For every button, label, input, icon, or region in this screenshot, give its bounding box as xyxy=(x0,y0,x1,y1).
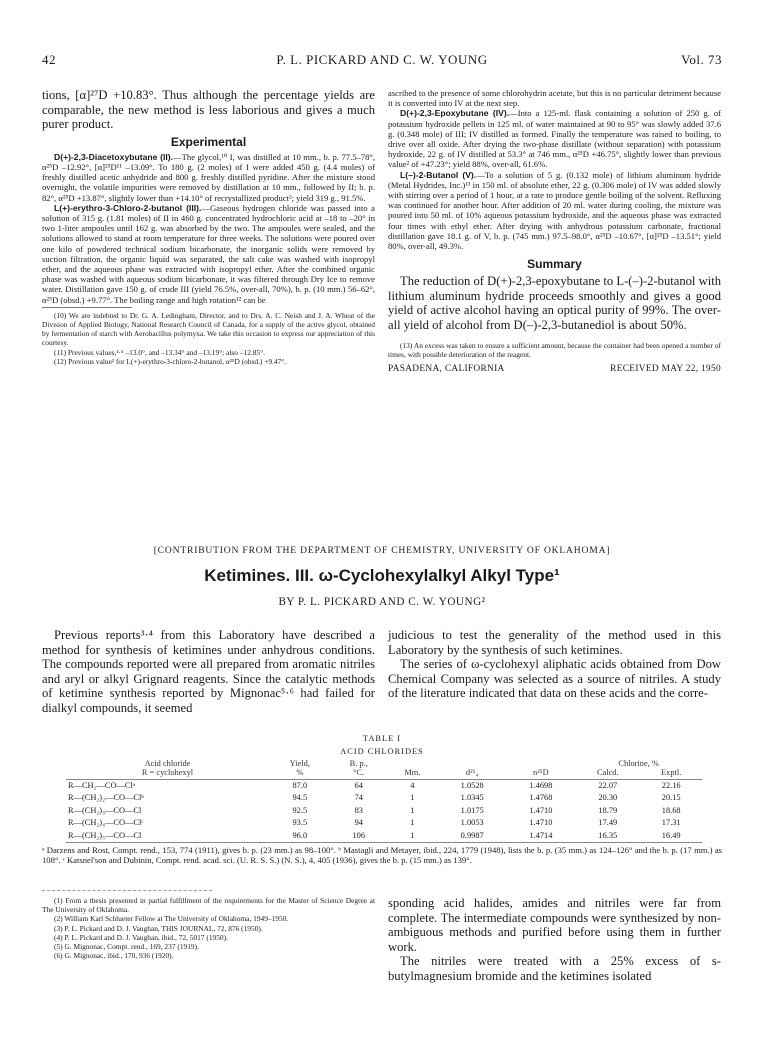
diacetoxybutane-heading: D(+)-2,3-Diacetoxybutane (II). xyxy=(54,151,174,162)
bottom-footnotes xyxy=(42,896,375,960)
running-head xyxy=(42,52,722,72)
intro-right-text: judicious to test the generality of the method used in this Laboratory by the synthesis of such ketimines. xyxy=(388,628,721,657)
table-row: R—(CH₂)₅—CO—Cl 96.0 106 1 0.9987 1.4714 16.35 16.49 xyxy=(66,830,702,843)
footnote-6: (6) G. Mignonac, ibid., 170, 936 (1920). xyxy=(54,951,174,961)
footnote-2: (2) William Karl Schlueter Fellow at The University of Oklahoma, 1949–1950. xyxy=(54,914,289,924)
footnote-separator xyxy=(42,890,212,891)
epoxybutane-text: —Into a 125-ml. flask containing a solution of 250 g. of potassium hydroxide pellets in 125 ml. of water maintained at 90 to 95° was slowly added 37.6 g. (0.348 mole) of III; IV distilled as formed. Finally the temperature was raised to boiling, to drive over all oxide. After drying the two-phase distillate (without separation) with potassium hydroxide, 22 g. of IV distilled at 53.3° at 746 mm., α²⁵D +46.75°, slightly lower than previous value² of +47.23°; yield 88%, over-all, 61.6%. xyxy=(388,108,721,170)
chlorobutanol-heading: L(+)-erythro-3-Chloro-2-butanol (III). xyxy=(54,202,202,213)
bottom-right-text xyxy=(388,896,721,984)
signature-line xyxy=(388,364,721,374)
footnote-3: (3) P. L. Pickard and D. J. Vaughan, THIS JOURNAL, 72, 876 (1950). xyxy=(54,923,263,933)
table-row: R—(CH₂)₂—CO—Clᵇ 94.5 74 1 1.0345 1.4768 20.30 20.15 xyxy=(68,793,681,803)
col-refractive-index: n²⁵D xyxy=(507,768,576,780)
running-head-authors: P. L. PICKARD AND C. W. YOUNG xyxy=(276,52,488,67)
footnote-12: (12) Previous value² for L(+)-erythro-3-chloro-2-butanol, α²⁵D (obsd.) +9.47°. xyxy=(54,356,287,366)
footnote-4: (4) P. L. Pickard and D. J. Vaughan, ibid., 72, 5017 (1950). xyxy=(54,932,228,942)
table-notes: ᵃ Darzens and Rost, Compt. rend., 153, 774 (1911), gives b. p. (23 mm.) as 98–100°. ᵇ Mastagli and Metayer, ibid., 224, 1779 (1948), lists the b. p. (35 mm.) as 124–126° and the b. p. (17 mm.) as 108°. ᶜ Katsnel'son and Dubinin, Compt. rend. acad. sci. (U. R. S. S.) (N. S.), 4, 405 (1936), gives the b. p. (15 mm.) as 139°. xyxy=(42,845,722,866)
table-row: R—CH₂—CO—Clᵃ 87.0 64 4 1.0528 1.4698 22.07 22.16 xyxy=(68,781,681,790)
col-yield: Yield, xyxy=(289,759,310,768)
intro-right-text-2: The series of ω-cyclohexyl aliphatic acids obtained from Dow Chemical Company was selected as a source of nitriles. A study of the literature indicated that data on these acids and the corre- xyxy=(388,657,721,701)
diacetoxybutane-paragraph xyxy=(42,152,375,203)
acid-chlorides-table xyxy=(66,759,702,843)
col-bp-sub: °C. xyxy=(331,768,387,780)
chlorobutanol-paragraph xyxy=(42,203,375,305)
table-row: R—(CH₂)₃—CO—Cl 92.5 83 1 1.0175 1.4710 18.79 18.68 xyxy=(68,805,681,815)
intro-left xyxy=(42,628,375,716)
butanol-paragraph xyxy=(388,170,721,252)
contribution-line: [CONTRIBUTION FROM THE DEPARTMENT OF CHEMISTRY, UNIVERSITY OF OKLAHOMA] xyxy=(153,545,611,556)
butanol-text: —To a solution of 5 g. (0.132 mole) of lithium aluminum hydride (Metal Hydrides, Inc.)¹³ in 150 ml. of absolute ether, 22 g. (0.306 mole) of IV was added slowly with stirring over a period of 1 hour, at a rate to produce gentle boiling of the solvent. Refluxing was continued for another hour. After addition of 20 ml. water during cooling, the mixture was poured into 50 ml. of 10% aqueous potassium hydroxide, and the aqueous phase was extracted four times with ethyl ether. After drying with anhydrous potassium carbonate, fractional distillation gave 18.1 g. of V, b. p. (745 mm.) 97.5–98.0°, α²⁵D –10.67°, [α]²⁵D –13.51°; yield 80%, over-all, 49.3%. xyxy=(388,169,721,252)
article-title: Ketimines. III. ω-Cyclohexylalkyl Alkyl Type¹ xyxy=(204,566,560,585)
place: PASADENA, CALIFORNIA xyxy=(388,364,505,375)
butanol-heading: L(–)-2-Butanol (V). xyxy=(400,169,477,180)
table-label: TABLE I xyxy=(362,734,402,743)
col-density: d²⁵₄ xyxy=(438,768,507,780)
epoxybutane-paragraph xyxy=(388,108,721,169)
col-refractive-spacer xyxy=(507,759,576,768)
footnote-5: (5) G. Mignonac, Compt. rend., 169, 237 (1919). xyxy=(54,942,199,952)
col-exptl: Exptl. xyxy=(640,768,702,780)
intro-paragraph: tions, [α]²⁷D +10.83°. Thus although the percentage yields are comparable, the new method is less laborious and gives a much purer product. xyxy=(42,88,375,132)
intro-right xyxy=(388,628,721,701)
footnote-rule xyxy=(42,307,132,308)
intro-left-text: Previous reports³·⁴ from this Laboratory have described a method for synthesis of ketimines under anhydrous conditions. The compounds reported were all prepared from aromatic nitriles and aryl or alkyl Grignard reagents. Since the catalytic methods of ketimine synthesis reported by Mignonac⁵·⁶ had failed for dialkyl compounds, it seemed xyxy=(42,628,375,715)
col-mm: Mm. xyxy=(387,768,438,780)
received-date: RECEIVED MAY 22, 1950 xyxy=(610,364,721,375)
footnote-1: (1) From a thesis presented in partial fulfillment of the requirements for the Master of Science Degree at The University of Oklahoma. xyxy=(42,896,375,915)
experimental-heading: Experimental xyxy=(170,134,247,149)
col-mm-spacer xyxy=(387,759,438,768)
volume-number: Vol. 73 xyxy=(681,52,722,67)
diacetoxybutane-text: —The glycol,¹⁰ I, was distilled at 10 mm., b. p. 77.5–78°, α²⁵D –12.92°, [α]²⁵D¹¹ –13.09°. To 180 g. (2 moles) of I were added 450 g. (4.4 moles) of freshly distilled acetic anhydride and 800 g. freshly distilled pyridine. After the mixture stood overnight, the volatile impurities were removed by distillation at 10 mm., followed by II; b. p. 82°, α²⁵D +13.87°, slightly lower than +14.10° of recrystallized product²; yield 319 g., 91.5%. xyxy=(42,151,375,203)
table-caption: ACID CHLORIDES xyxy=(340,747,424,756)
bottom-right-paragraph-2: The nitriles were treated with a 25% excess of s-butylmagnesium bromide and the ketimines isolated xyxy=(388,954,721,983)
col-acid-chloride: Acid chloride xyxy=(144,759,191,768)
footnote-11: (11) Previous values,¹·⁵ –13.0°, and –13.34° and –13.19°; also –12.85°. xyxy=(54,347,265,357)
col-chlorine: Chlorine, % xyxy=(618,759,659,768)
footnote-10: (10) We are indebted to Dr. G. A. Ledingham, Director, and to Drs. A. C. Neish and J. A. Wheat of the Division of Applied Biology, National Research Council of Canada, for a supply of the active glycol, obtained by fermentation of starch with Aerobacillus polymyxa. We take this occasion to express our appreciation of this courtesy. xyxy=(42,310,375,348)
page-number: 42 xyxy=(42,52,56,67)
summary-heading: Summary xyxy=(527,257,582,272)
col-calcd: Calcd. xyxy=(575,768,640,780)
summary-text: The reduction of D(+)-2,3-epoxybutane to L-(–)-2-butanol with lithium aluminum hydride proceeds smoothly and gives a good yield of active alcohol having an optical purity of 99%. The over-all yield of alcohol from D(–)-2,3-butanediol is about 50%. xyxy=(388,274,721,333)
col-bp: B. p., xyxy=(349,759,368,768)
byline: BY P. L. PICKARD AND C. W. YOUNG² xyxy=(278,596,486,608)
chlorobutanol-text: —Gaseous hydrogen chloride was passed into a solution of 315 g. (1.81 moles) of II in 460 g. concentrated hydrochloric acid at –18 to –20° in two 1-liter ampoules until 162 g. was absorbed by the two. The ampoules were sealed, and the solutions allowed to stand at room temperature for three weeks. The solutions were poured over one kilo of powdered technical sodium bicarbonate, the inorganic solids were removed by suction filtration, the organic liquid was separated, the salt cake was washed with isopropyl ether, and the aqueous phase was extracted with isopropyl ether. After the combined organic phase was washed with aqueous sodium bicarbonate, it was filtered through Dry Ice to remove water. Distillation gave 150 g. of crude III (yield 76.5%, over-all, 70%), b. p. (10 mm.) 56–62°, α²⁵D (obsd.) +9.77°. The boiling range and high rotation¹² can be xyxy=(42,202,375,305)
footnote-13: (13) An excess was taken to ensure a sufficient amount, because the container had been opened a number of times, with possible deterioration of the reagent. xyxy=(388,340,721,359)
col-density-spacer xyxy=(438,759,507,768)
col-acid-chloride-sub: R = cyclohexyl xyxy=(66,768,269,780)
col-yield-sub: % xyxy=(269,768,331,780)
right-column xyxy=(388,88,721,374)
epoxybutane-heading: D(+)-2,3-Epoxybutane (IV). xyxy=(400,108,510,119)
table-row: R—(CH₂)₄—CO—Clᶜ 93.5 94 1 1.0053 1.4710 17.49 17.31 xyxy=(68,818,681,828)
left-column xyxy=(42,88,375,366)
chlorohydrin-paragraph: ascribed to the presence of some chlorohydrin acetate, but this is no particular detriment because it is converted into IV at the next step. xyxy=(388,88,721,109)
bottom-right-paragraph: sponding acid halides, amides and nitriles were far from complete. The intermediate compounds were synthesized by non-ambiguous methods and purified before using them in further work. xyxy=(388,896,721,954)
